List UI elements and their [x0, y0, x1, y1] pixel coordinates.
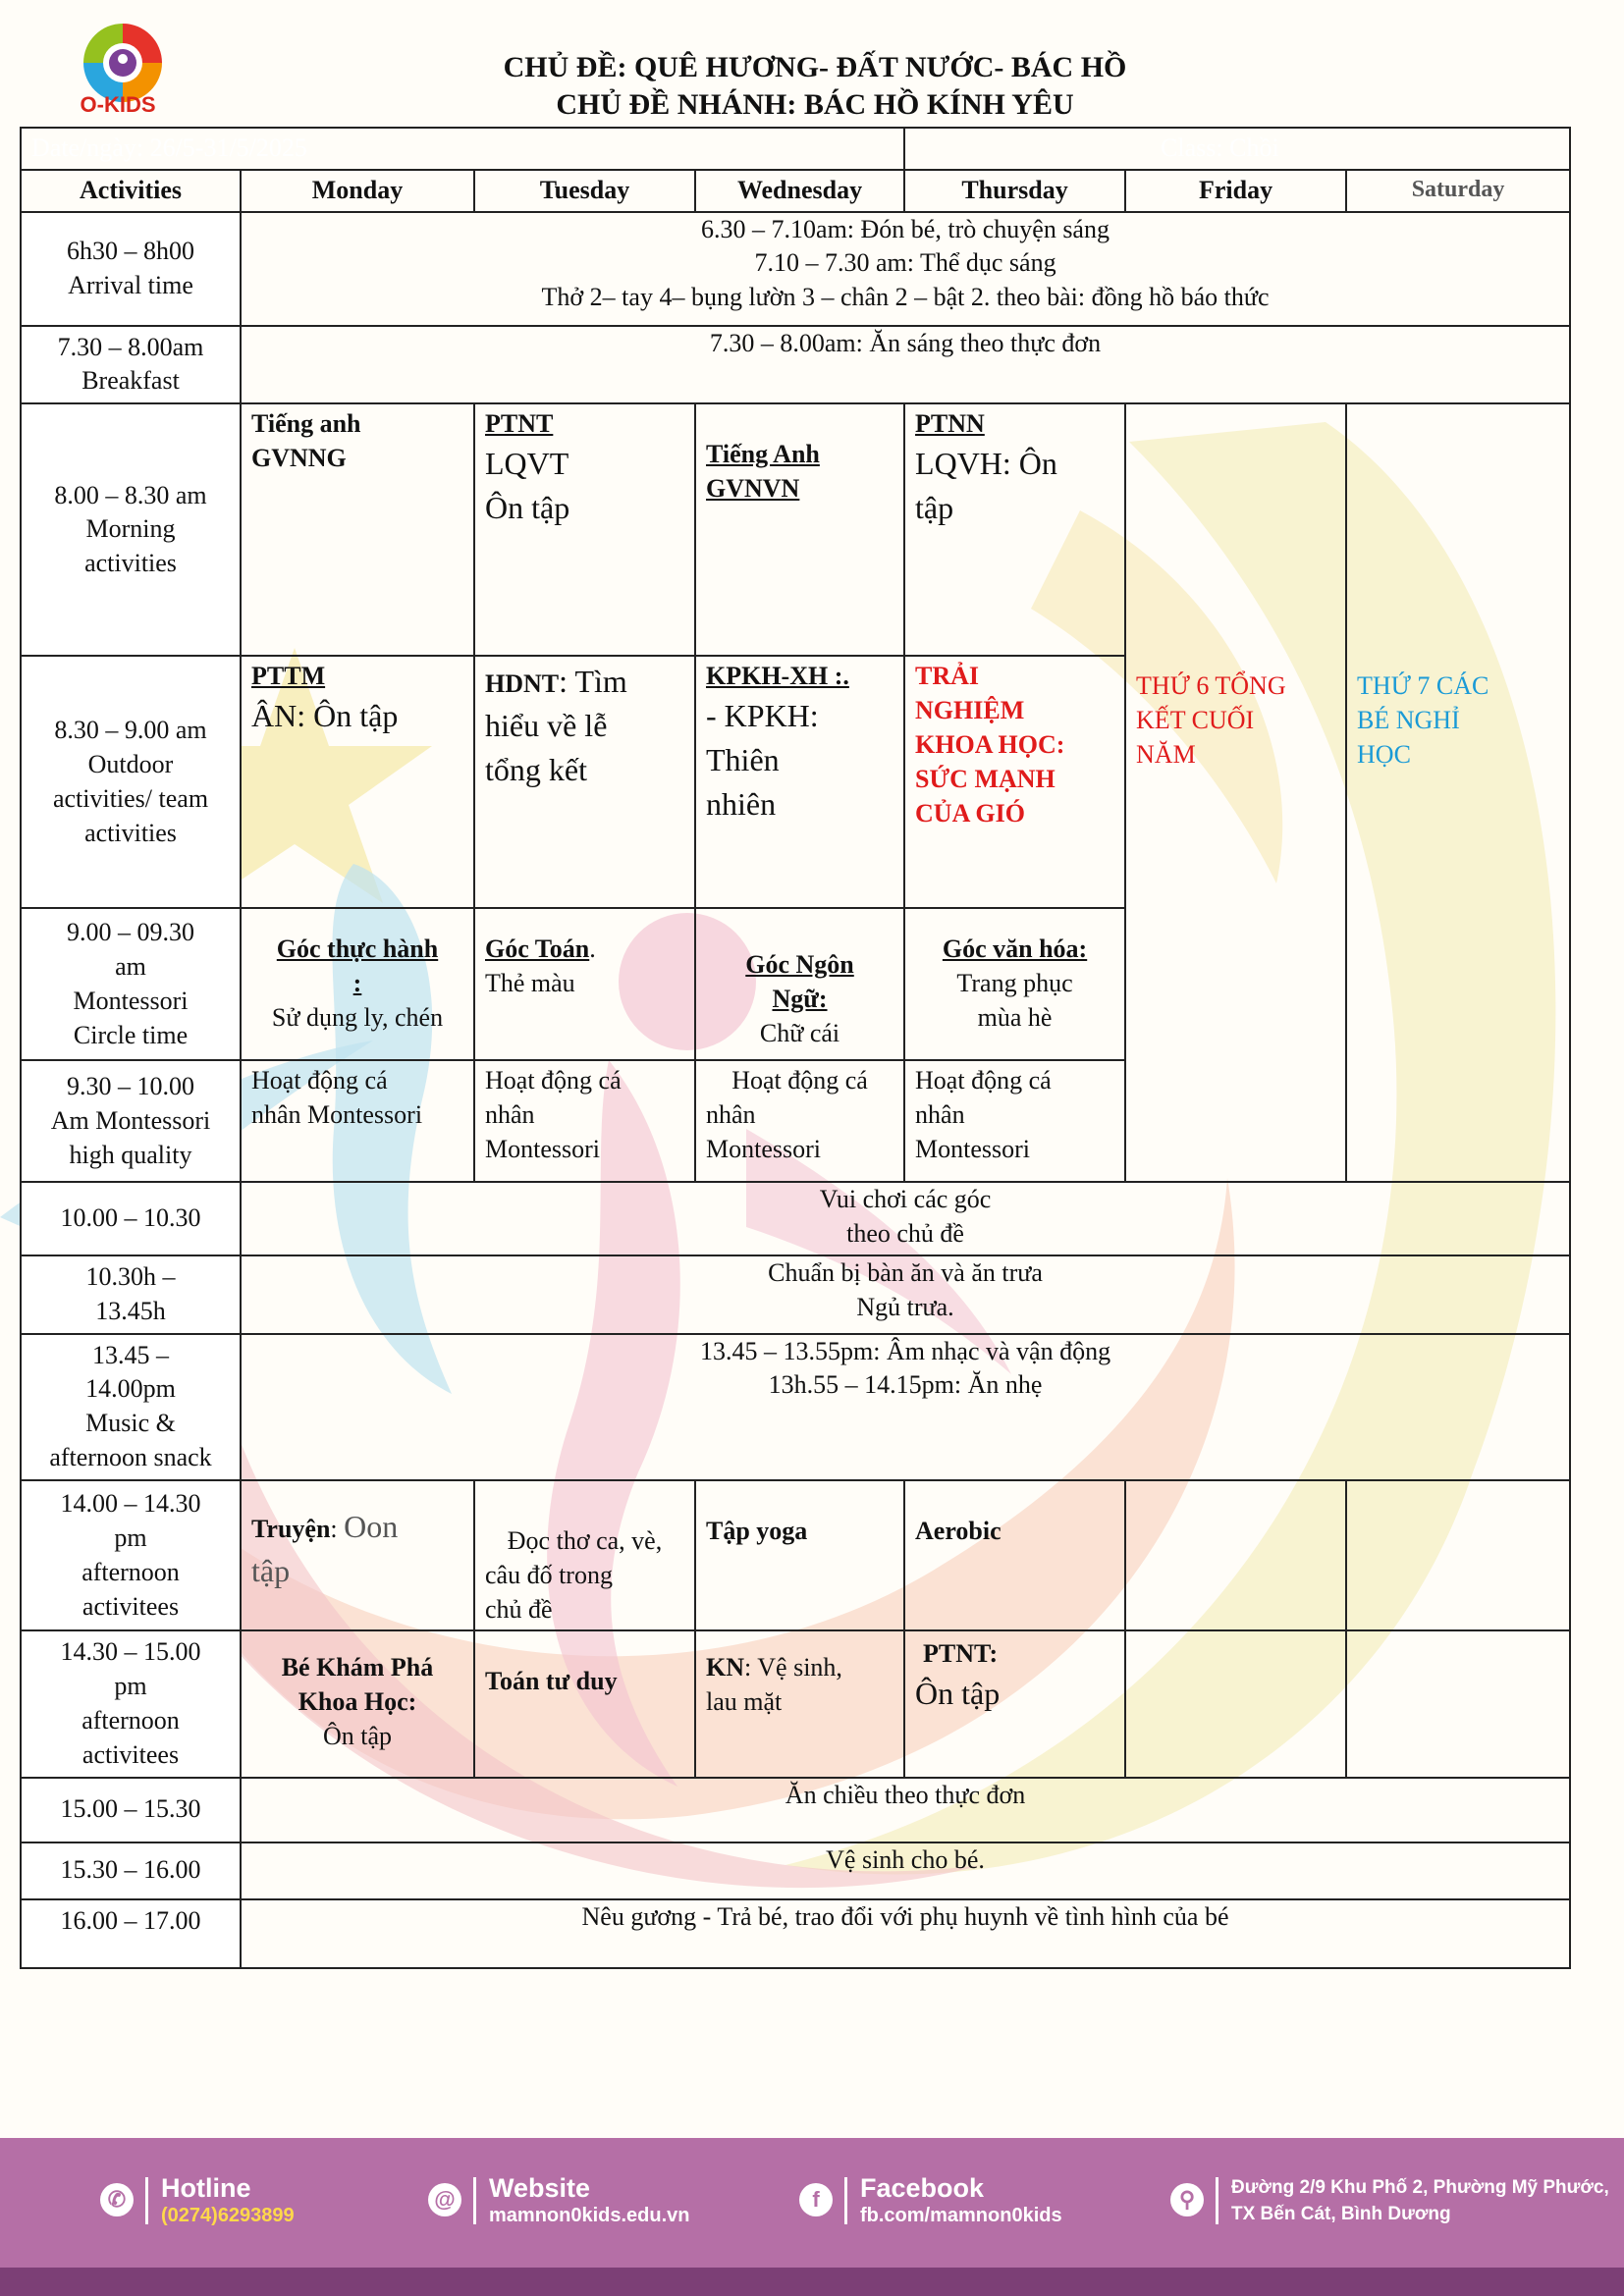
friday-note: KẾT CUỐI — [1136, 706, 1255, 735]
class-name: Class: Chồi — [904, 128, 1570, 170]
activity-text: 13.45 – 13.55pm: Âm nhạc và vận động — [699, 1336, 1111, 1365]
row-pickup — [21, 1899, 1570, 1968]
music-all-days — [241, 1334, 1570, 1480]
saturday-note: HỌC — [1357, 739, 1411, 769]
time-label: Morning — [85, 514, 176, 544]
activity-text: Thở 2– tay 4– bụng lườn 3 – chân 2 – bật 2. theo bài: đồng hồ báo thức — [541, 283, 1270, 312]
activity-text: 7.10 – 7.30 am: Thể dục sáng — [754, 248, 1056, 278]
activity-text: Hoạt động cá — [485, 1066, 622, 1095]
time-cell — [21, 1334, 241, 1480]
time-label: activities — [84, 549, 177, 578]
activity-text: Đọc thơ ca, vè, — [507, 1525, 663, 1555]
divider — [844, 2177, 847, 2224]
activity-text: tập — [251, 1552, 291, 1588]
time-text: pm — [114, 1672, 147, 1701]
time-label: activities/ team — [52, 783, 209, 813]
pm1-thursday: Aerobic — [904, 1480, 1125, 1630]
divider — [145, 2177, 148, 2224]
activity-text: 6.30 – 7.10am: Đón bé, trò chuyện sáng — [701, 214, 1110, 243]
circle-wednesday — [695, 908, 904, 1060]
time-text: 13.45h — [95, 1296, 166, 1325]
time-label: activitees — [81, 1739, 180, 1769]
col-activities: Activities — [21, 170, 241, 212]
date-range: Date/ngày: 26/5-31/5/2025 — [21, 128, 904, 170]
activity-text: nhân — [485, 1100, 535, 1130]
activity-text: hiểu về lễ — [485, 708, 608, 744]
activity-text: chủ đề — [485, 1594, 553, 1624]
activity-text: Tiếng anh — [251, 409, 361, 439]
time-cell — [21, 656, 241, 908]
activity-heading: Truyện — [251, 1514, 331, 1543]
time-label: afternoon — [81, 1706, 180, 1735]
activity-heading: Góc Ngôn — [745, 950, 854, 980]
activity-heading: PTNN — [915, 409, 985, 439]
time-label: Breakfast — [81, 366, 180, 396]
header-row — [21, 128, 1570, 170]
activity-text: GVNVN — [706, 474, 800, 504]
circle-tuesday — [474, 908, 695, 1060]
activity-text: Chuẩn bị bàn ăn và ăn trưa — [768, 1257, 1043, 1287]
website-link[interactable]: mamnon0kids.edu.vn — [489, 2205, 690, 2226]
row-afternoon-1 — [21, 1480, 1570, 1630]
time-label: afternoon snack — [49, 1443, 212, 1472]
col-tuesday: Tuesday — [474, 170, 695, 212]
time-cell — [21, 1255, 241, 1334]
address-line: Đường 2/9 Khu Phố 2, Phường Mỹ Phước, — [1231, 2177, 1609, 2198]
time-text: 8.00 – 8.30 am — [54, 480, 207, 509]
time-text: 9.00 – 09.30 — [67, 918, 194, 947]
location-pin-icon: ⚲ — [1170, 2183, 1204, 2216]
activity-text: KHOA HỌC: — [915, 729, 1065, 759]
activity-text: : Vệ sinh, — [744, 1653, 842, 1682]
facebook-link[interactable]: fb.com/mamnon0kids — [860, 2205, 1062, 2226]
hygiene-all-days: Vệ sinh cho bé. — [241, 1842, 1570, 1899]
activity-text: Sử dụng ly, chén — [271, 1002, 444, 1032]
activity-text: tập — [915, 489, 954, 525]
activity-text: TRẢI — [915, 662, 980, 691]
pm1-tuesday — [474, 1480, 695, 1630]
pm1-friday — [1125, 1480, 1346, 1630]
time-cell — [21, 1060, 241, 1182]
time-cell: 10.00 – 10.30 — [21, 1182, 241, 1255]
col-monday: Monday — [241, 170, 474, 212]
phone-icon: ✆ — [100, 2183, 134, 2216]
activity-text: : Tìm — [559, 664, 627, 700]
pm2-saturday — [1346, 1630, 1570, 1777]
montessori-tuesday — [474, 1060, 695, 1182]
time-label: activitees — [81, 1591, 180, 1621]
activity-heading: KPKH-XH :. — [706, 662, 849, 691]
time-text: 6h30 – 8h00 — [67, 236, 194, 265]
activity-heading: Ngữ: — [772, 985, 828, 1014]
row-breakfast — [21, 326, 1570, 404]
time-cell — [21, 403, 241, 656]
col-thursday: Thursday — [904, 170, 1125, 212]
time-cell — [21, 1480, 241, 1630]
activity-heading: : — [352, 969, 362, 998]
activity-heading: KN — [706, 1653, 744, 1682]
time-text: 13.45 – — [92, 1340, 169, 1369]
activity-text: Montessori — [485, 1134, 600, 1163]
saturday-block — [1346, 403, 1570, 1182]
activity-text: Chữ cái — [759, 1018, 840, 1047]
morning-tuesday — [474, 403, 695, 656]
circle-monday — [241, 908, 474, 1060]
arrival-all-days — [241, 212, 1570, 326]
activity-heading: PTNT — [485, 409, 554, 439]
activity-text: tổng kết — [485, 751, 587, 787]
facebook-label: Facebook — [860, 2173, 985, 2203]
snack-all-days: Ăn chiều theo thực đơn — [241, 1778, 1570, 1842]
pm2-thursday — [904, 1630, 1125, 1777]
time-cell — [21, 1630, 241, 1777]
activity-text: Montessori — [706, 1134, 821, 1163]
time-label: Arrival time — [68, 270, 193, 299]
activity-text: câu đố trong — [485, 1560, 613, 1589]
activity-heading: HDNT — [485, 669, 560, 699]
activity-heading: Bé Khám Phá — [281, 1653, 434, 1682]
outdoor-thursday — [904, 656, 1125, 908]
at-icon: @ — [428, 2183, 461, 2216]
outdoor-wednesday — [695, 656, 904, 908]
morning-wednesday — [695, 403, 904, 656]
activity-text: nhân — [706, 1100, 756, 1130]
time-cell — [21, 908, 241, 1060]
activity-text: . — [589, 934, 596, 964]
friday-note: NĂM — [1136, 739, 1196, 769]
activity-text: LQVH: Ôn — [915, 446, 1057, 482]
row-lunch — [21, 1255, 1570, 1334]
activity-text: Trang phục — [956, 969, 1073, 998]
activity-text: 13h.55 – 14.15pm: Ăn nhẹ — [768, 1370, 1043, 1400]
col-wednesday: Wednesday — [695, 170, 904, 212]
circle-thursday — [904, 908, 1125, 1060]
activity-text: Ôn tập — [485, 489, 570, 525]
activity-text: CỦA GIÓ — [915, 798, 1025, 828]
montessori-wednesday — [695, 1060, 904, 1182]
activity-heading: Góc thực hành — [276, 934, 439, 964]
friday-note: THỨ 6 TỔNG — [1136, 671, 1286, 701]
activity-text: ÂN: Ôn tập — [251, 698, 399, 734]
activity-heading: Góc văn hóa: — [942, 934, 1088, 964]
activity-heading: Khoa Học: — [298, 1687, 417, 1717]
page-title: CHỦ ĐỀ: QUÊ HƯƠNG- ĐẤT NƯỚC- BÁC HỒ — [503, 51, 1127, 83]
time-label: Outdoor — [87, 749, 174, 778]
time-text: pm — [114, 1522, 147, 1552]
activity-text: Ôn tập — [915, 1676, 1001, 1712]
saturday-note: BÉ NGHỈ — [1357, 706, 1460, 735]
activity-text: LQVT — [485, 446, 569, 482]
morning-thursday — [904, 403, 1125, 656]
activity-text: GVNNG — [251, 444, 347, 473]
friday-block — [1125, 403, 1346, 1182]
time-text: 9.30 – 10.00 — [67, 1072, 194, 1101]
activity-text: nhân — [915, 1100, 965, 1130]
activity-text: - KPKH: — [706, 698, 819, 734]
time-cell — [21, 326, 241, 404]
time-text: 8.30 – 9.00 am — [54, 716, 207, 745]
activity-text: nhiên — [706, 785, 777, 822]
page-subtitle: CHỦ ĐỀ NHÁNH: BÁC HỒ KÍNH YÊU — [556, 88, 1074, 121]
time-text: 14.00 – 14.30 — [60, 1489, 201, 1519]
activity-text: mùa hè — [977, 1002, 1053, 1032]
activity-text: nhân Montessori — [251, 1100, 423, 1130]
activity-text: theo chủ đề — [846, 1219, 964, 1249]
time-label: Am Montessori — [50, 1105, 211, 1135]
activity-heading: PTTM — [251, 662, 326, 691]
activity-text: Ôn tập — [322, 1722, 393, 1751]
activity-text: Thẻ màu — [485, 969, 575, 998]
time-text: am — [115, 951, 146, 981]
activity-text: NGHIỆM — [915, 696, 1025, 725]
weekly-schedule-table — [20, 127, 1571, 1969]
time-cell: 15.00 – 15.30 — [21, 1778, 241, 1842]
row-morning — [21, 403, 1570, 656]
website-label: Website — [489, 2173, 591, 2203]
time-text: 14.30 – 15.00 — [60, 1637, 201, 1667]
activity-text: Ngủ trưa. — [856, 1292, 954, 1321]
row-afternoon-snack — [21, 1778, 1570, 1842]
outdoor-monday — [241, 656, 474, 908]
hotline-label: Hotline — [161, 2173, 251, 2203]
activity-text: Tiếng Anh — [706, 440, 820, 469]
saturday-note: THỨ 7 CÁC — [1357, 671, 1489, 701]
row-hygiene — [21, 1842, 1570, 1899]
time-cell: 16.00 – 17.00 — [21, 1899, 241, 1968]
row-arrival — [21, 212, 1570, 326]
pm1-saturday — [1346, 1480, 1570, 1630]
col-friday: Friday — [1125, 170, 1346, 212]
time-label: high quality — [69, 1140, 192, 1169]
activity-text: lau mặt — [706, 1687, 783, 1717]
lunch-all-days — [241, 1255, 1570, 1334]
pm1-wednesday: Tập yoga — [695, 1480, 904, 1630]
row-music-snack — [21, 1334, 1570, 1480]
pickup-all-days: Nêu gương - Trả bé, trao đổi với phụ huynh về tình hình của bé — [241, 1899, 1570, 1968]
row-corners — [21, 1182, 1570, 1255]
montessori-monday — [241, 1060, 474, 1182]
divider — [1216, 2177, 1218, 2224]
pm2-monday — [241, 1630, 474, 1777]
outdoor-tuesday — [474, 656, 695, 908]
morning-monday — [241, 403, 474, 656]
time-label: activities — [84, 818, 177, 847]
activity-text: Vui chơi các góc — [819, 1185, 992, 1214]
activity-text: Oon — [344, 1508, 399, 1544]
activity-text: SỨC MẠNH — [915, 764, 1056, 793]
logo-text: O-KIDS — [80, 92, 156, 117]
activity-text: Hoạt động cá — [251, 1066, 388, 1095]
activity-heading: Góc Toán — [485, 934, 590, 964]
row-afternoon-2 — [21, 1630, 1570, 1777]
time-text: 7.30 – 8.00am — [57, 332, 204, 361]
activity-text: Hoạt động cá — [731, 1066, 868, 1095]
pm2-friday — [1125, 1630, 1346, 1777]
activity-text: : — [330, 1514, 345, 1543]
activity-text: Montessori — [915, 1134, 1031, 1163]
col-saturday: Saturday — [1346, 170, 1570, 212]
time-label: Music & — [85, 1409, 176, 1438]
time-label: Montessori — [73, 986, 189, 1015]
time-text: 10.30h – — [85, 1261, 176, 1291]
time-text: 14.00pm — [85, 1374, 176, 1404]
time-label: afternoon — [81, 1557, 180, 1586]
activity-text: Hoạt động cá — [915, 1066, 1052, 1095]
hotline-number[interactable]: (0274)6293899 — [161, 2205, 295, 2226]
time-cell — [21, 212, 241, 326]
breakfast-all-days: 7.30 – 8.00am: Ăn sáng theo thực đơn — [241, 326, 1570, 404]
pm1-monday — [241, 1480, 474, 1630]
footer-stripe — [0, 2268, 1624, 2296]
facebook-icon: f — [799, 2183, 833, 2216]
time-cell: 15.30 – 16.00 — [21, 1842, 241, 1899]
corners-all-days — [241, 1182, 1570, 1255]
pm2-tuesday: Toán tư duy — [474, 1630, 695, 1777]
address-text — [1231, 2175, 1609, 2227]
montessori-thursday — [904, 1060, 1125, 1182]
activity-text: Thiên — [706, 741, 780, 777]
activity-heading: PTNT: — [923, 1639, 999, 1669]
time-label: Circle time — [73, 1020, 189, 1049]
divider — [473, 2177, 476, 2224]
pm2-wednesday — [695, 1630, 904, 1777]
day-header-row — [21, 170, 1570, 212]
address-line: TX Bến Cát, Bình Dương — [1231, 2203, 1451, 2224]
